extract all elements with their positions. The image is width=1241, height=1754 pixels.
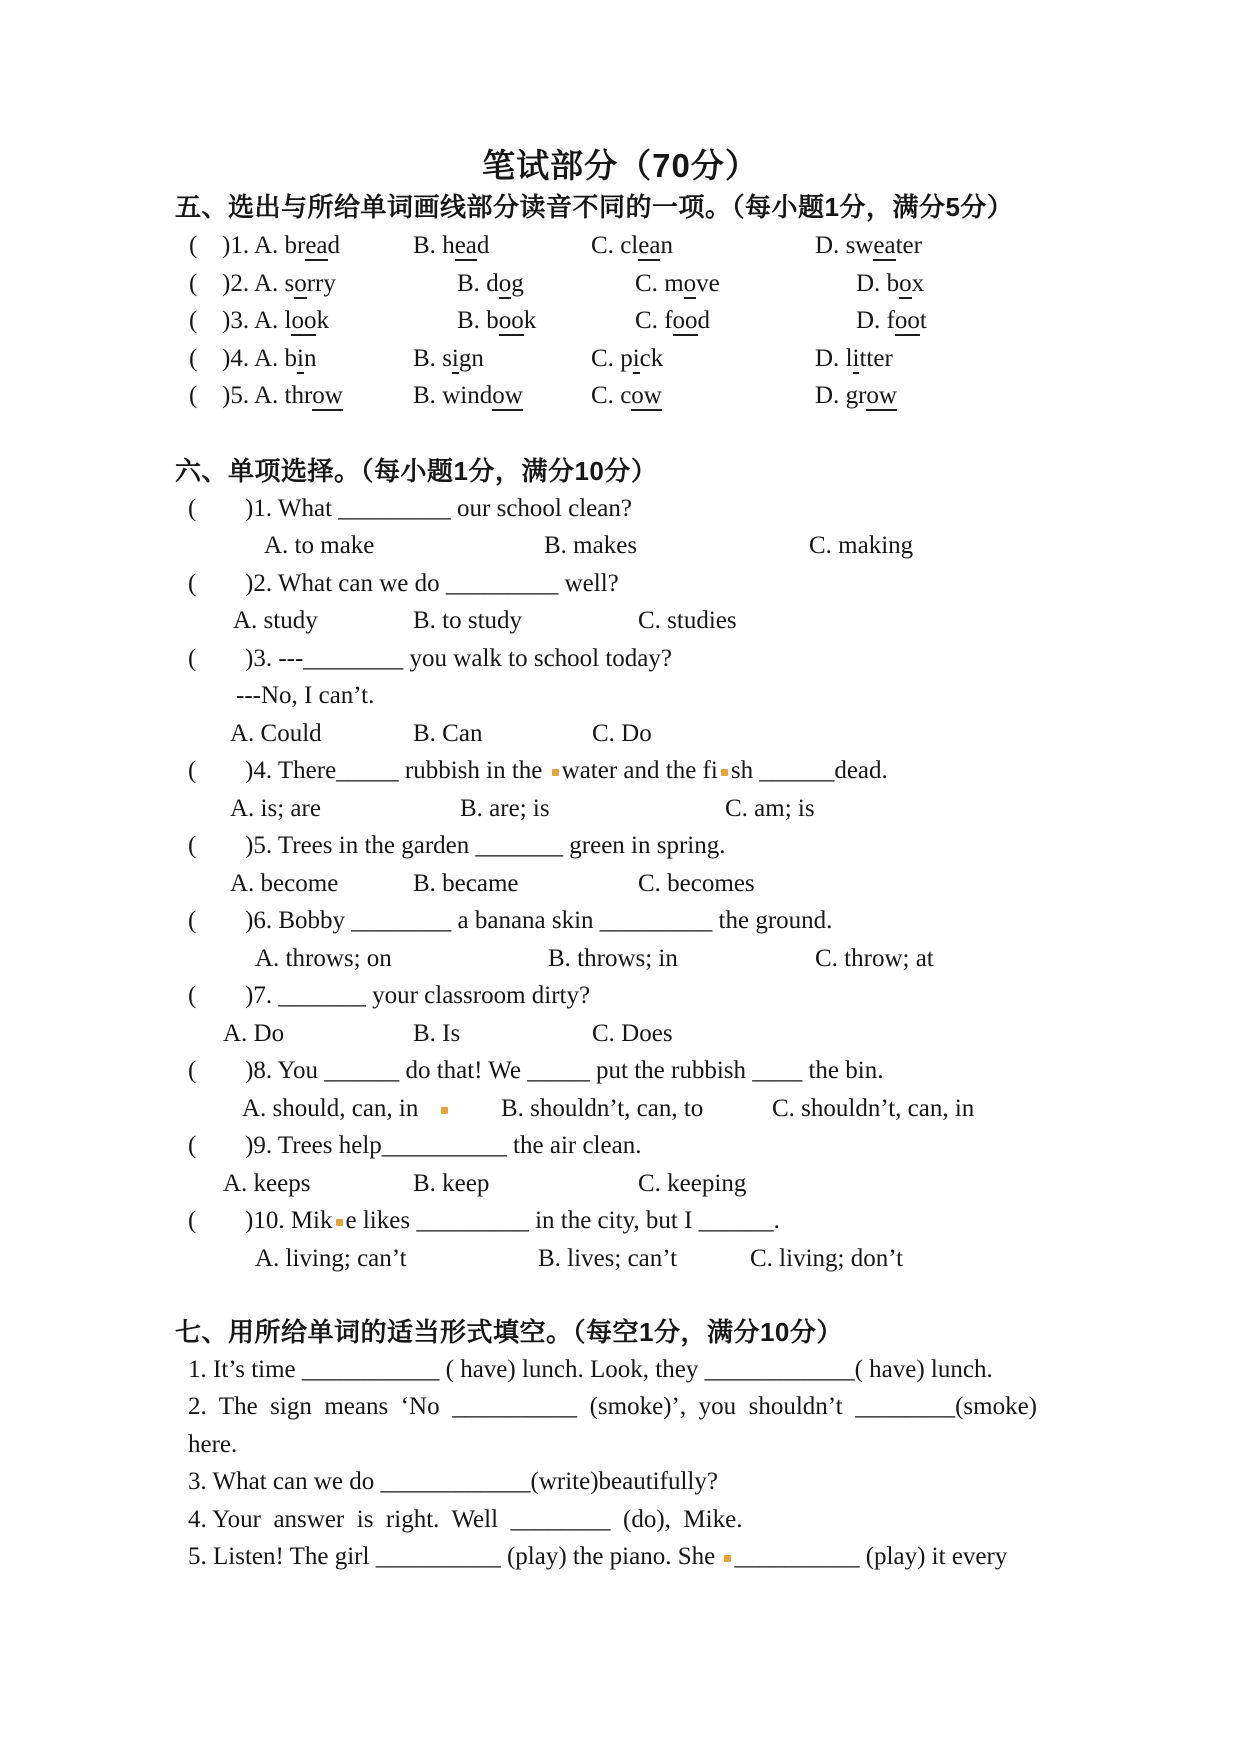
- fill-line-text: 1. It’s time ___________ ( have) lunch. Look, they ____________( have) lunch.: [188, 1356, 993, 1383]
- underlined-letters: oo: [498, 307, 524, 334]
- question-stem: )6. Bobby ________ a banana skin _________ the ground.: [245, 907, 833, 934]
- underlined-letters: o: [498, 270, 512, 297]
- question-stem: )5. Trees in the garden _______ green in spring.: [245, 832, 726, 859]
- paren-open: (: [188, 832, 197, 859]
- fill-line-text: 3. What can we do ____________(write)beautifully?: [188, 1468, 718, 1495]
- option-item: B. sign: [413, 345, 484, 372]
- fill-line: [0, 1351, 1241, 1389]
- options-row: [0, 940, 1241, 978]
- option-item: B. makes: [544, 532, 638, 559]
- page-title: 笔试部分（70分）: [482, 147, 759, 184]
- row-lead-and-option-a: )2. A. sorry: [222, 270, 336, 297]
- option-item: C. am; is: [725, 795, 815, 822]
- question-row: [0, 1127, 1241, 1165]
- fill-line: [0, 1538, 1241, 1576]
- option-item: C. pick: [591, 345, 664, 372]
- fill-line: [0, 1388, 1241, 1426]
- option-item: C. Does: [592, 1020, 673, 1047]
- fill-line-text: here.: [188, 1431, 238, 1458]
- paren-open: (: [189, 270, 198, 297]
- section-seven-header: 七、用所给单词的适当形式填空。（每空1分，满分10分）: [175, 1317, 843, 1347]
- option-item: C. becomes: [638, 870, 755, 897]
- accent-dot: [721, 769, 728, 776]
- phonetic-row: [0, 377, 1241, 415]
- option-item: C. keeping: [638, 1170, 747, 1197]
- question-row: [0, 640, 1241, 678]
- options-row: [0, 527, 1241, 565]
- option-item: B. keep: [413, 1170, 490, 1197]
- paren-open: (: [188, 757, 197, 784]
- fill-line: [0, 1463, 1241, 1501]
- underlined-letters: o: [899, 270, 912, 297]
- options-row: [0, 790, 1241, 828]
- option-item: D. box: [856, 270, 925, 297]
- option-item: A. Do: [223, 1020, 285, 1047]
- option-item: B. window: [413, 382, 523, 409]
- question-row: [0, 827, 1241, 865]
- option-item: C. food: [635, 307, 711, 334]
- accent-dot: [336, 1219, 343, 1226]
- option-item: C. shouldn’t, can, in: [772, 1095, 975, 1122]
- row-lead-and-option-a: )3. A. look: [222, 307, 329, 334]
- fill-line-text: 4. Your answer is right. Well ________ (do), Mike.: [188, 1506, 743, 1533]
- option-item: B. are; is: [460, 795, 550, 822]
- question-followup: ---No, I can’t.: [236, 682, 375, 709]
- option-item: D. grow: [815, 382, 897, 409]
- underlined-letters: i: [297, 345, 304, 372]
- question-row: [0, 977, 1241, 1015]
- option-item: A. throws; on: [255, 945, 392, 972]
- accent-dot: [552, 769, 559, 776]
- question-stem: )2. What can we do _________ well?: [245, 570, 619, 597]
- option-item: D. sweater: [815, 232, 922, 259]
- question-row: [0, 902, 1241, 940]
- accent-dot: [724, 1555, 731, 1562]
- option-item: A. become: [230, 870, 339, 897]
- option-item: B. throws; in: [548, 945, 678, 972]
- options-row: [0, 602, 1241, 640]
- paren-open: (: [188, 982, 197, 1009]
- underlined-letters: ow: [631, 382, 662, 409]
- option-item: C. Do: [592, 720, 652, 747]
- question-row: [0, 565, 1241, 603]
- underlined-letters: ow: [312, 382, 343, 409]
- underlined-letters: ea: [638, 232, 661, 259]
- paren-open: (: [188, 907, 197, 934]
- option-item: C. living; don’t: [750, 1245, 904, 1272]
- option-item: C. clean: [591, 232, 673, 259]
- options-row: [0, 1165, 1241, 1203]
- phonetic-row: [0, 340, 1241, 378]
- options-row: [0, 1090, 1241, 1128]
- option-item: B. to study: [413, 607, 523, 634]
- underlined-letters: ea: [305, 232, 328, 259]
- question-row: [0, 1052, 1241, 1090]
- phonetic-row: [0, 302, 1241, 340]
- option-item: [438, 1090, 451, 1128]
- underlined-letters: ow: [492, 382, 523, 409]
- question-stem: )9. Trees help__________ the air clean.: [245, 1132, 642, 1159]
- question-stem: )8. You ______ do that! We _____ put the rubbish ____ the bin.: [245, 1057, 884, 1084]
- underlined-letters: oo: [672, 307, 698, 334]
- paren-open: (: [189, 382, 198, 409]
- options-row: [0, 1240, 1241, 1278]
- option-item: A. to make: [264, 532, 375, 559]
- option-item: A. Could: [230, 720, 322, 747]
- option-item: C. cow: [591, 382, 662, 409]
- option-item: A. study: [233, 607, 318, 634]
- options-row: [0, 715, 1241, 753]
- underlined-letters: i: [632, 345, 640, 372]
- section-six-header: 六、单项选择。（每小题1分，满分10分）: [175, 456, 658, 486]
- paren-open: (: [188, 645, 197, 672]
- paren-open: (: [188, 1057, 197, 1084]
- section-five-header: 五、选出与所给单词画线部分读音不同的一项。（每小题1分，满分5分）: [175, 192, 1014, 222]
- option-item: D. foot: [856, 307, 927, 334]
- option-item: B. book: [457, 307, 537, 334]
- question-row: [0, 752, 1241, 790]
- fill-line: [0, 1426, 1241, 1464]
- underlined-letters: ea: [454, 232, 477, 259]
- option-item: C. move: [635, 270, 720, 297]
- paren-open: (: [189, 232, 198, 259]
- option-item: A. should, can, in: [242, 1095, 419, 1122]
- underlined-letters: o: [683, 270, 697, 297]
- options-row: [0, 865, 1241, 903]
- question-stem: )4. There_____ rubbish in the water and the fi sh ______dead.: [245, 757, 888, 784]
- option-item: A. keeps: [223, 1170, 311, 1197]
- option-item: D. litter: [815, 345, 893, 372]
- option-item: C. studies: [638, 607, 737, 634]
- question-row: [0, 490, 1241, 528]
- option-item: B. dog: [457, 270, 524, 297]
- fill-line-text: 2. The sign means ‘No __________ (smoke)’, you shouldn’t ________(smoke): [188, 1393, 1037, 1420]
- underlined-letters: ow: [866, 382, 897, 409]
- fill-line: [0, 1501, 1241, 1539]
- option-item: A. is; are: [230, 795, 321, 822]
- paren-open: (: [188, 495, 197, 522]
- option-item: C. making: [809, 532, 914, 559]
- underlined-letters: i: [852, 345, 860, 372]
- row-lead-and-option-a: )4. A. bin: [222, 345, 317, 372]
- phonetic-row: [0, 265, 1241, 303]
- question-stem: )1. What _________ our school clean?: [245, 495, 632, 522]
- row-lead-and-option-a: )1. A. bread: [222, 232, 341, 259]
- underlined-letters: oo: [894, 307, 920, 334]
- option-item: B. Can: [413, 720, 483, 747]
- question-stem: )10. Mik e likes _________ in the city, but I ______.: [245, 1207, 780, 1234]
- underlined-letters: o: [294, 270, 307, 297]
- accent-dot: [441, 1107, 448, 1114]
- option-item: B. lives; can’t: [538, 1245, 678, 1272]
- paren-open: (: [189, 307, 198, 334]
- option-item: A. living; can’t: [255, 1245, 407, 1272]
- underlined-letters: oo: [291, 307, 317, 334]
- underlined-letters: ea: [873, 232, 896, 259]
- paren-open: (: [188, 1207, 197, 1234]
- option-item: C. throw; at: [815, 945, 934, 972]
- paren-open: (: [188, 570, 197, 597]
- question-followup-row: [0, 677, 1241, 715]
- fill-line-text: 5. Listen! The girl __________ (play) the piano. She __________ (play) it every: [188, 1543, 1008, 1570]
- question-stem: )3. ---________ you walk to school today?: [245, 645, 673, 672]
- option-item: B. Is: [413, 1020, 461, 1047]
- option-item: B. head: [413, 232, 490, 259]
- options-row: [0, 1015, 1241, 1053]
- paren-open: (: [189, 345, 198, 372]
- question-row: [0, 1202, 1241, 1240]
- option-item: B. shouldn’t, can, to: [501, 1095, 704, 1122]
- row-lead-and-option-a: )5. A. throw: [222, 382, 343, 409]
- phonetic-row: [0, 227, 1241, 265]
- question-stem: )7. _______ your classroom dirty?: [245, 982, 591, 1009]
- underlined-letters: i: [451, 345, 459, 372]
- paren-open: (: [188, 1132, 197, 1159]
- option-item: B. became: [413, 870, 519, 897]
